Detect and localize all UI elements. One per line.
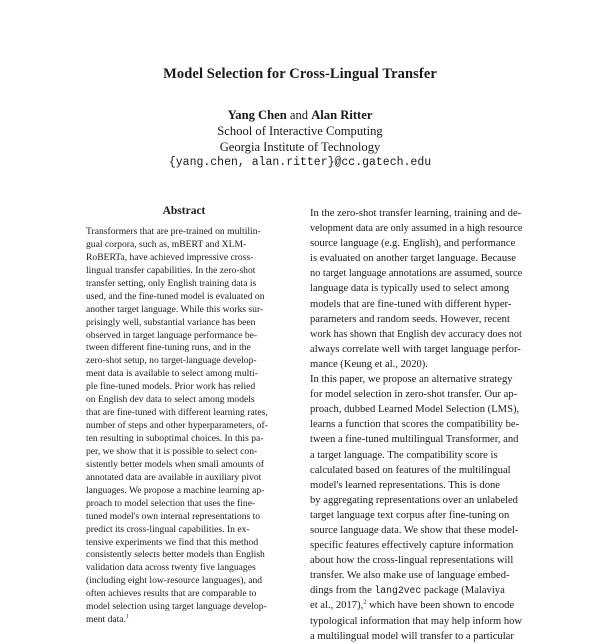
abstract-line: model selection using target language develop- xyxy=(86,601,267,613)
abstract-line: per, we show that it is possible to select con- xyxy=(86,445,258,457)
author-name-2: Alan Ritter xyxy=(311,108,373,122)
intro-line: for model selection in zero-shot transfer. Our ap- xyxy=(310,389,518,401)
abstract-line: tween different fine-tuning runs, and in the xyxy=(86,342,251,354)
abstract-line: number of steps and other hyperparameters, of- xyxy=(86,420,268,432)
abstract-line: used, and the fine-tuned model is evaluated on xyxy=(86,290,265,302)
abstract-line: on English dev data to select among models xyxy=(86,394,255,406)
intro-line: is evaluated on another target language. Because xyxy=(310,253,517,265)
abstract-line: gual corpora, such as, mBERT and XLM- xyxy=(86,238,247,250)
intro-line: specific features effectively capture information xyxy=(310,540,514,552)
author-block xyxy=(0,107,600,171)
intro-line-lang2vec xyxy=(310,583,522,598)
intro-line: learns a function that scores the compatibility be- xyxy=(310,419,520,431)
footnote-mark-2: 2 xyxy=(363,598,367,606)
lang2vec-package-name: lang2vec xyxy=(374,585,422,597)
author-email: {yang.chen, alan.ritter}@cc.gatech.edu xyxy=(168,156,432,169)
intro-line: a multilingual model will transfer to a particular xyxy=(310,630,514,642)
intro-line: language data is typically used to select among xyxy=(310,283,510,295)
abstract-line: tensive experiments we find that this method xyxy=(86,536,259,548)
intro-line: no target language annotations are assumed, source xyxy=(310,268,523,280)
footnote-mark-1: 1 xyxy=(125,613,129,620)
abstract-line-last xyxy=(86,614,282,627)
abstract-line: observed in target language performance be- xyxy=(86,329,258,341)
intro-line: by aggregating representations over an unlabeled xyxy=(310,494,518,506)
abstract-line: sistently better models when small amounts of xyxy=(86,458,264,470)
intro-line: In this paper, we propose an alternative strategy xyxy=(310,374,513,386)
intro-line: source language data. We show that these model- xyxy=(310,524,519,536)
abstract-line: often achieves results that are comparable to xyxy=(86,588,257,600)
abstract-line: predict its cross-lingual capabilities. In ex- xyxy=(86,523,250,535)
abstract-line: validation data across twenty five languages xyxy=(86,562,256,574)
abstract-line: that are fine-tuned with different learning rates, xyxy=(86,407,268,419)
intro-lang2vec-post: package (Malaviya xyxy=(421,585,505,597)
intro-footnote-post: which have been shown to encode xyxy=(366,600,515,612)
abstract-line: ten resulting in suboptimal choices. In this pa- xyxy=(86,433,264,444)
author-name-1: Yang Chen xyxy=(227,108,287,122)
abstract-line: Transformers that are pre-trained on multilin- xyxy=(86,226,261,237)
intro-footnote-pre: et al., 2017), xyxy=(310,600,364,612)
intro-lang2vec-pre: dings from the xyxy=(310,585,375,597)
abstract-line: another target language. While this works sur- xyxy=(86,303,264,315)
intro-line: model's learned representations. This is done xyxy=(310,479,500,491)
intro-line: parameters and random seeds. However, recent xyxy=(310,313,510,325)
abstract-body xyxy=(86,226,282,627)
paper-title: Model Selection for Cross-Lingual Transfer xyxy=(163,66,437,82)
abstract-heading: Abstract xyxy=(162,205,206,217)
abstract-line: ment data is available to select among multi- xyxy=(86,368,258,380)
intro-line: calculated based on features of the multilingual xyxy=(310,464,511,476)
abstract-line: proach to model selection that uses the fine- xyxy=(86,497,256,509)
author-line xyxy=(0,107,600,123)
abstract-line: transfer setting, only English training data is xyxy=(86,277,257,289)
abstract-line: languages. We propose a machine learning ap- xyxy=(86,484,265,496)
intro-line: typological information that may help inform how xyxy=(310,615,523,627)
intro-line: velopment data are only assumed in a high resource xyxy=(310,223,523,235)
abstract-line: (including eight low-resource languages), and xyxy=(86,575,263,587)
abstract-line: zero-shot setup, no target-language develop- xyxy=(86,355,257,367)
abstract-line: tuned model's own internal representations to xyxy=(86,510,261,522)
intro-body xyxy=(310,206,522,644)
abstract-line: lingual transfer capabilities. In the zero-shot xyxy=(86,264,256,276)
intro-line: tween a fine-tuned multilingual Transformer, and xyxy=(310,434,519,446)
intro-line: work has shown that English dev accuracy does not xyxy=(310,328,522,340)
intro-line: a target language. The compatibility score is xyxy=(310,449,498,461)
intro-line-footnote xyxy=(310,598,522,613)
author-institution: Georgia Institute of Technology xyxy=(219,140,381,154)
abstract-last-text: ment data. xyxy=(86,614,126,626)
intro-line: transfer. We also make use of language embed- xyxy=(310,570,510,582)
abstract-line: ple fine-tuned models. Prior work has relied xyxy=(86,381,256,393)
intro-line: In the zero-shot transfer learning, training and de- xyxy=(310,208,522,219)
abstract-line: consistently selects better models than English xyxy=(86,549,265,561)
intro-line: proach, dubbed Learned Model Selection (LMS), xyxy=(310,404,520,416)
intro-line: about how the cross-lingual representations will xyxy=(310,555,514,567)
abstract-line: RoBERTa, have achieved impressive cross- xyxy=(86,251,254,263)
abstract-line: prisingly well, substantial variance has been xyxy=(86,316,256,328)
intro-line: source language (e.g. English), and performance xyxy=(310,238,516,250)
author-affiliation: School of Interactive Computing xyxy=(217,124,383,138)
abstract-line: annotated data are available in auxiliary pivot xyxy=(86,471,262,483)
intro-line: mance (Keung et al., 2020). xyxy=(310,358,428,370)
author-conjunction: and xyxy=(286,108,312,122)
intro-line: always correlate well with target language perfor- xyxy=(310,343,521,355)
intro-line: models that are fine-tuned with different hyper- xyxy=(310,298,512,310)
intro-line: target language text corpus after fine-tuning on xyxy=(310,509,510,521)
